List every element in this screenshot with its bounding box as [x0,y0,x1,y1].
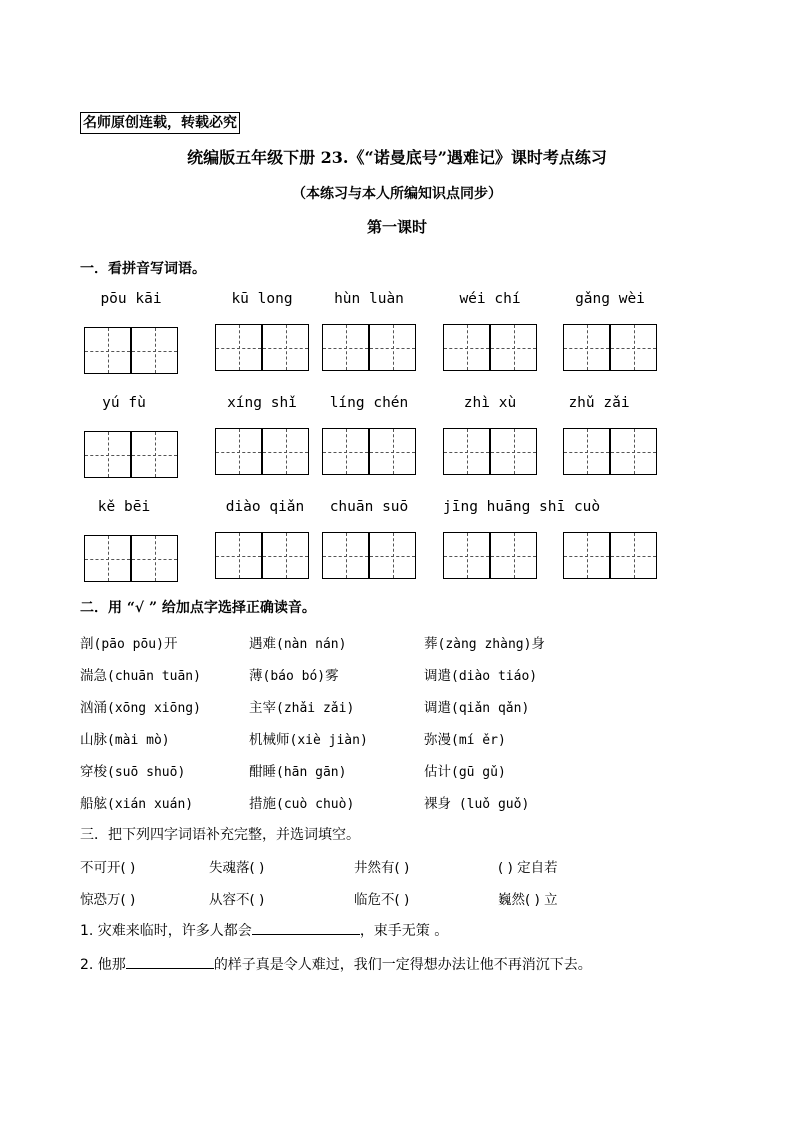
pronunciation-item[interactable]: 船舷(xián xuán) [80,796,194,812]
pronunciation-item[interactable]: 调遣(qiǎn qǎn) [424,700,530,716]
writing-cell[interactable] [215,324,262,371]
pinyin-label: xíng shǐ [227,395,297,411]
pronunciation-item[interactable]: 剖(pāo pōu)开 [80,636,178,652]
writing-cell[interactable] [84,327,131,374]
pinyin-label: yú fù [102,395,146,411]
writing-cell[interactable] [490,324,537,371]
writing-cell[interactable] [322,532,369,579]
idiom-fill-item[interactable]: 临危不( ) [354,892,410,908]
pronunciation-item[interactable]: 湍急(chuān tuān) [80,668,201,684]
writing-cell[interactable] [262,324,309,371]
pinyin-label: gǎng wèi [575,291,645,307]
answer-blank[interactable] [252,920,360,935]
idiom-fill-item[interactable]: 不可开( ) [80,860,136,876]
fill-sentence-1: 1. 灾难来临时，许多人都会 ，束手无策 。 [80,920,448,940]
writing-cell[interactable] [262,428,309,475]
pinyin-label: kū long [231,291,293,307]
writing-cell[interactable] [610,324,657,371]
pronunciation-item[interactable]: 措施(cuò chuò) [249,796,355,812]
writing-cell[interactable] [131,431,178,478]
idiom-fill-item[interactable]: 巍然( ) 立 [498,892,558,908]
lesson-title: 第一课时 [366,218,427,236]
pronunciation-item[interactable]: 弥漫(mí ěr) [424,732,506,748]
writing-cell[interactable] [369,532,416,579]
idiom-fill-item[interactable]: 惊恐万( ) [80,892,136,908]
writing-cell[interactable] [563,324,610,371]
pinyin-label: kě bēi [97,499,151,515]
pronunciation-item[interactable]: 裸身 (luǒ guǒ) [424,796,530,812]
writing-cell[interactable] [490,532,537,579]
pronunciation-item[interactable]: 汹涌(xōng xiōng) [80,700,201,716]
pronunciation-item[interactable]: 葬(zàng zhàng)身 [424,636,545,652]
idiom-fill-item[interactable]: ( ) 定自若 [498,860,558,876]
writing-cell[interactable] [84,535,131,582]
idiom-fill-item[interactable]: 失魂落( ) [209,860,265,876]
pinyin-label: zhǔ zǎi [568,395,630,411]
answer-blank[interactable] [126,954,214,969]
writing-cell[interactable] [84,431,131,478]
writing-cell[interactable] [322,324,369,371]
writing-cell[interactable] [131,535,178,582]
section2-heading: 二．用 “√ ” 给加点字选择正确读音。 [80,600,316,616]
pinyin-label: pōu kāi [100,291,162,307]
pinyin-label: líng chén [329,395,409,411]
page-subtitle: （本练习与本人所编知识点同步） [292,186,502,202]
pinyin-label: zhì xù [463,395,517,411]
idiom-fill-item[interactable]: 从容不( ) [209,892,265,908]
pronunciation-item[interactable]: 机械师(xiè jiàn) [249,732,368,748]
pronunciation-item[interactable]: 薄(báo bó)雾 [249,668,339,684]
writing-cell[interactable] [322,428,369,475]
pinyin-label: chuān suō [329,499,409,515]
section3-heading: 三．把下列四字词语补充完整，并选词填空。 [80,827,360,843]
pronunciation-item[interactable]: 调遣(diào tiáo) [424,668,538,684]
writing-cell[interactable] [610,428,657,475]
writing-cell[interactable] [131,327,178,374]
pinyin-label: hùn luàn [334,291,404,307]
writing-cell[interactable] [262,532,309,579]
fill-sentence-2: 2. 他那 的样子真是令人难过，我们一定得想办法让他不再消沉下去。 [80,954,592,974]
pronunciation-item[interactable]: 穿梭(suō shuō) [80,764,186,780]
pinyin-label: diào qiǎn [225,499,305,515]
writing-cell[interactable] [610,532,657,579]
page-title: 统编版五年级下册 23.《“诺曼底号”遇难记》课时考点练习 [187,148,607,167]
pinyin-label: jīng huāng shī cuò [443,499,601,515]
idiom-fill-item[interactable]: 井然有( ) [354,860,410,876]
writing-cell[interactable] [490,428,537,475]
writing-cell[interactable] [369,324,416,371]
writing-cell[interactable] [369,428,416,475]
section1-heading: 一．看拼音写词语。 [80,261,206,277]
pronunciation-item[interactable]: 遇难(nàn nán) [249,636,347,652]
writing-cell[interactable] [215,428,262,475]
writing-cell[interactable] [443,532,490,579]
writing-cell[interactable] [443,324,490,371]
writing-cell[interactable] [563,532,610,579]
pronunciation-item[interactable]: 主宰(zhǎi zǎi) [249,700,355,716]
pronunciation-item[interactable]: 酣睡(hān gān) [249,764,347,780]
pronunciation-item[interactable]: 估计(gū gǔ) [424,764,506,780]
pronunciation-item[interactable]: 山脉(mài mò) [80,732,170,748]
writing-cell[interactable] [443,428,490,475]
writing-cell[interactable] [215,532,262,579]
pinyin-label: wéi chí [459,291,521,307]
writing-cell[interactable] [563,428,610,475]
copyright-banner: 名师原创连载，转载必究 [80,112,240,134]
